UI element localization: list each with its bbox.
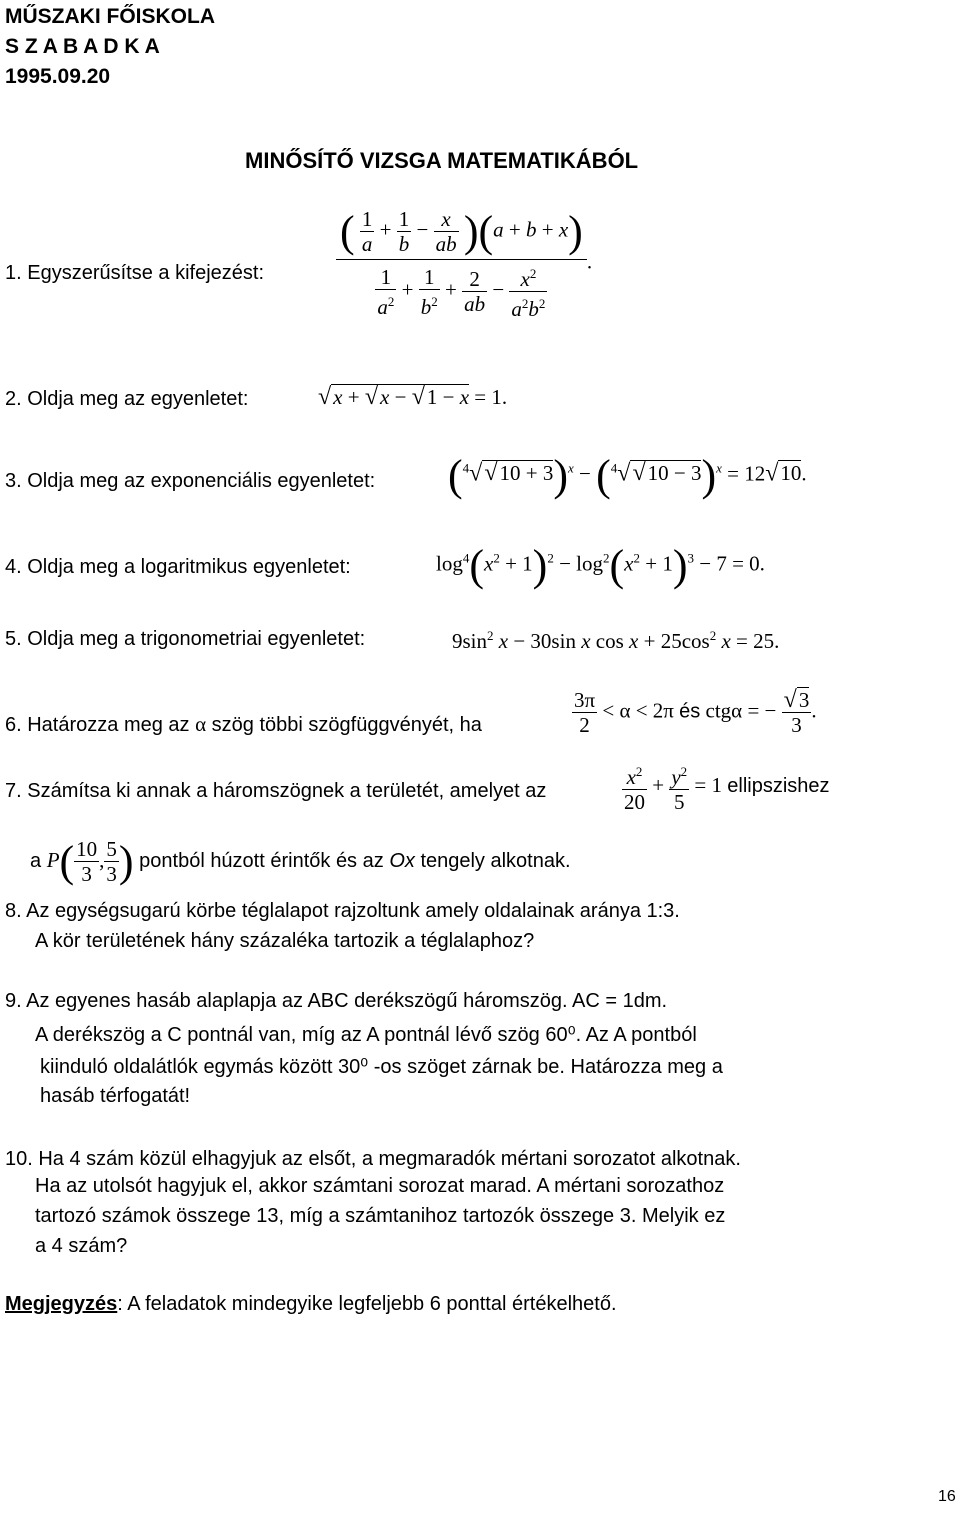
problem-1-formula: ( $\frac{1}{a}$ + $\frac{1}{b}$ − $\frac{x}{ab}$ )(a + b + x) $\frac{1}{a^2}$ + $\frac{1}{b^2}$ + $\frac{2}{ab}$ − $\frac{x^2}{a^2b^2}$ .: [336, 206, 592, 321]
problem-10-line2: Ha az utolsót hagyjuk el, akkor számtani sorozat marad. A mértani sorozathoz: [35, 1175, 725, 1197]
note-text: : A feladatok mindegyike legfeljebb 6 ponttal értékelhető.: [117, 1293, 617, 1315]
problem-2-formula: √x + √x − √1 − x = 1.: [318, 384, 508, 410]
note-label: Megjegyzés: [5, 1293, 118, 1315]
city-name: S Z A B A D K A: [5, 35, 160, 58]
problem-10-line3: tartozó számok összege 13, míg a számtanihoz tartozók összege 3. Melyik ez: [35, 1205, 726, 1227]
problem-7-formula: $\frac{x^2}{20}$ + $\frac{y^2}{5}$ = 1 ellipszishez: [622, 760, 830, 814]
problem-10-line1: 10. Ha 4 szám közül elhagyjuk az elsőt, a megmaradók mértani sorozatot alkotnak.: [5, 1148, 741, 1170]
problem-5-formula: $9\sin^2$ x − 30sin x $\cos x + 25\cos^2$ x = 25.: [452, 628, 780, 653]
page-title: MINŐSÍTŐ VIZSGA MATEMATIKÁBÓL: [245, 148, 639, 173]
problem-2-label: 2. Oldja meg az egyenletet:: [5, 388, 249, 410]
problem-3-formula: $(^4√√10 + 3)^x - (^4√√10 - 3)^x = 12√10$.: [448, 451, 807, 500]
note: [5, 1293, 617, 1316]
problem-9-line2: A derékszög a C pontnál van, míg az A pontnál lévő szög 60⁰. Az A pontból: [35, 1024, 697, 1046]
school-name: MŰSZAKI FŐISKOLA: [5, 5, 215, 28]
exam-date: 1995.09.20: [5, 65, 111, 88]
problem-7-label: 7. Számítsa ki annak a háromszögnek a területét, amelyet az: [5, 780, 547, 802]
problem-10-line4: a 4 szám?: [35, 1235, 128, 1257]
problem-5-label: 5. Oldja meg a trigonometriai egyenletet:: [5, 628, 366, 650]
problem-9-line1: 9. Az egyenes hasáb alaplapja az ABC derékszögű háromszög. AC = 1dm.: [5, 990, 668, 1012]
problem-7-line2: a P( $\frac{10}{3}$ , $\frac{5}{3}$ ) pontból húzott érintők és az Ox tengely alkotnak.: [30, 837, 571, 886]
problem-3-label: 3. Oldja meg az exponenciális egyenletet:: [5, 470, 376, 492]
problem-6-formula: $\frac{3\pi}{2}$ < α < 2π és ctgα = − $\frac{√3}{3}$ .: [574, 687, 817, 737]
problem-8-line1: 8. Az egységsugarú körbe téglalapot rajzoltunk amely oldalainak aránya 1:3.: [5, 900, 680, 922]
problem-4-label: 4. Oldja meg a logaritmikus egyenletet:: [5, 556, 351, 578]
problem-1-label: 1. Egyszerűsítse a kifejezést:: [5, 262, 265, 284]
problem-9-line4: hasáb térfogatát!: [40, 1085, 191, 1107]
problem-8-line2: A kör területének hány százaléka tartozik a téglalaphoz?: [35, 930, 535, 952]
problem-9-line3: kiinduló oldalátlók egymás között 30⁰ -os szöget zárnak be. Határozza meg a: [40, 1056, 723, 1078]
problem-4-formula: $\log^4(x^2 + 1)^2 - \log^2(x^2 + 1)^3 - 7 = 0$.: [436, 541, 765, 590]
problem-6-label: 6. Határozza meg az α szög többi szögfüggvényét, ha: [5, 712, 482, 736]
page-number: 16: [938, 1488, 956, 1505]
